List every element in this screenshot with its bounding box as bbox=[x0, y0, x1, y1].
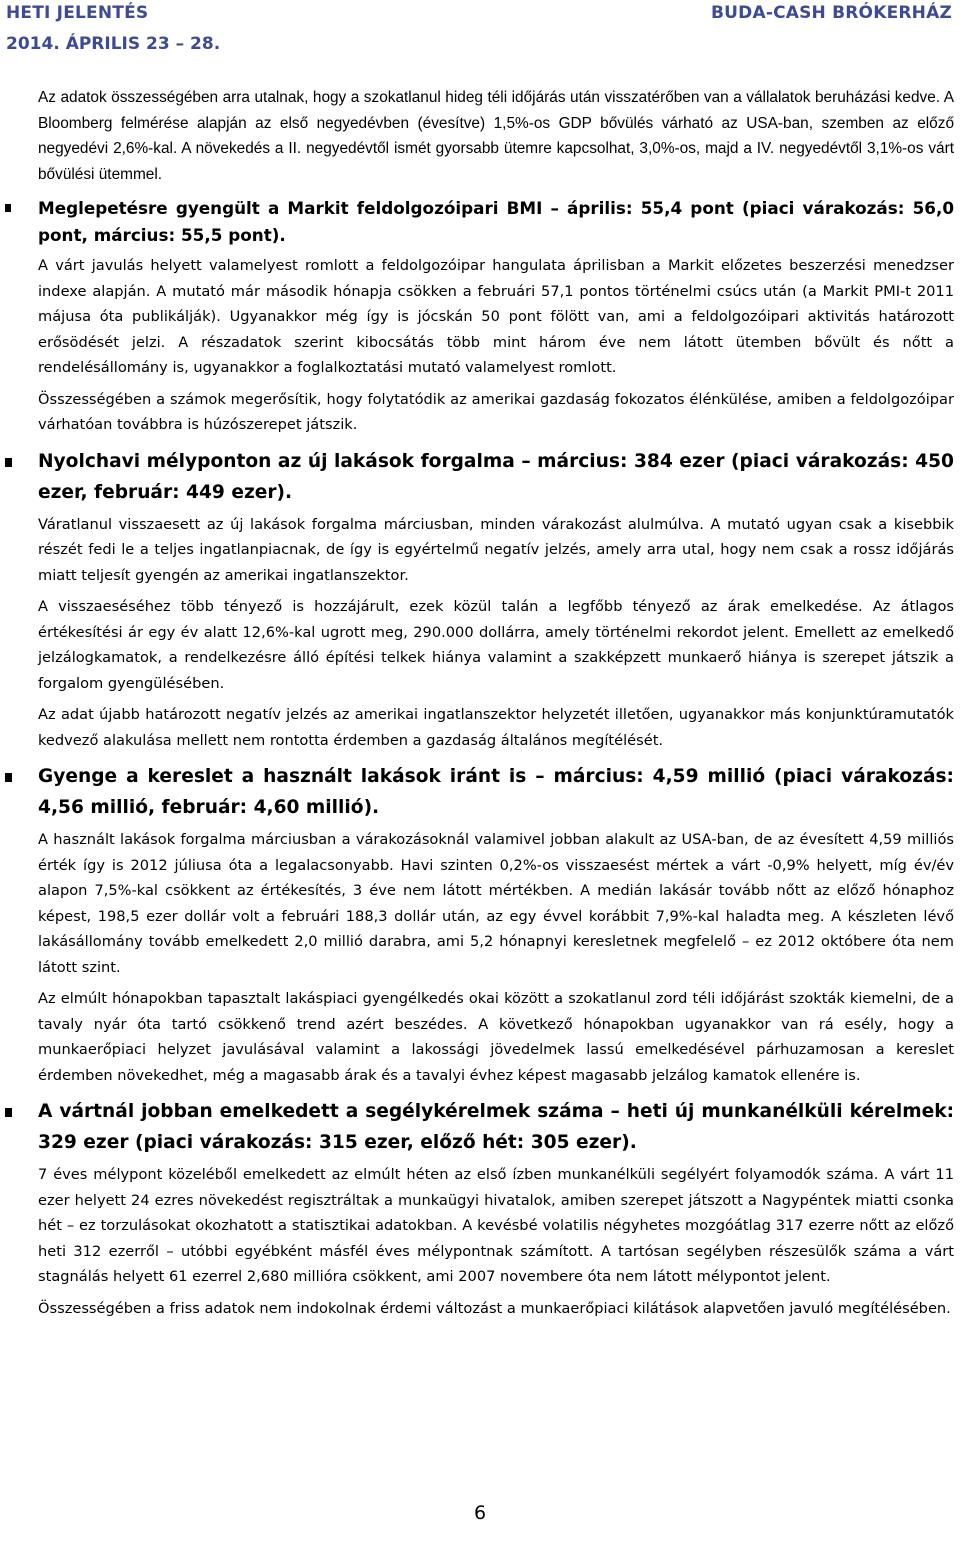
section-markit-pmi bbox=[38, 195, 954, 438]
section-paragraph: Az elmúlt hónapokban tapasztalt lakáspiaci gyengélkedés okai között a szokatlanul zord téli időjárást szokták kiemelni, de a tavaly nyár óta tartó csökkenő trend azért beszédes. A következő hónapokban ugyanakkor van rá esély, hogy a munkaerőpiaci helyzet javulásával valamint a lakossági jövedelmek lassú emelkedésével párhuzamosan a kereslet érdemben növekedhet, még a magasabb árak és a tavalyi évhez képest magasabb jelzálog kamatok ellenére is. bbox=[38, 990, 954, 1084]
report-title: HETI JELENTÉS bbox=[6, 3, 149, 23]
header-divider bbox=[0, 60, 960, 61]
section-new-home-sales bbox=[38, 446, 954, 754]
page-header bbox=[0, 0, 960, 56]
bullet-icon bbox=[5, 204, 11, 212]
section-jobless-claims bbox=[38, 1096, 954, 1321]
section-paragraph: A várt javulás helyett valamelyest romlott a feldolgozóipar hangulata áprilisban a Markit előzetes beszerzési menedzser indexe alapján. A mutató már második hónapja csökken a februári 57,1 pontos történelmi csúcs után (a Markit PMI-t 2011 májusa óta publikálják). Ugyanakkor még így is jócskán 50 pont fölött van, ami a feldolgozóipari aktivitás határozott erősödését jelzi. A részadatok szerint kibocsátás több mint három éve nem látott ütemben bővült és nőtt a rendelésállomány is, ugyanakkor a foglalkoztatási mutató valamelyest romlott. bbox=[38, 257, 954, 376]
company-name: BUDA-CASH BRÓKERHÁZ bbox=[711, 3, 952, 23]
section-paragraph: A használt lakások forgalma márciusban a várakozásoknál valamivel jobban alakult az USA-ban, de az évesített 4,59 milliós érték így is 2012 júliusa óta a legalacsonyabb. Havi szinten 0,2%-os visszaesést mértek a várt -0,9% helyett, míg év/év alapon 7,5%-kal csökkent az értékesítés, 3 éve nem látott mértékben. A medián lakásár tovább nőtt az előző hónaphoz képest, 198,5 ezer dollár volt a februári 188,3 dollár után, az egy évvel korábbit 7,9%-kal haladta meg. A készleten lévő lakásállomány tovább emelkedett 2,0 millió darabra, ami 5,2 hónapnyi keresletnek megfelelő – ez 2012 októbere óta nem látott szint. bbox=[38, 831, 954, 976]
section-heading: Gyenge a kereslet a használt lakások iránt is – március: 4,59 millió (piaci várakozás: 4,56 millió, február: 4,60 millió). bbox=[38, 766, 954, 818]
section-paragraph: Váratlanul visszaesett az új lakások forgalma márciusban, minden várakozást alulmúlva. A mutató ugyan csak a kisebbik részét fedi le a teljes ingatlanpiacnak, de így is egyértelmű negatív jelzés, amely arra utal, hogy nem csak a rossz időjárás miatt teljesít gyengén az amerikai ingatlanszektor. bbox=[38, 515, 954, 584]
section-paragraph: 7 éves mélypont közeléből emelkedett az elmúlt héten az első ízben munkanélküli segélyért folyamodók száma. A várt 11 ezer helyett 24 ezres növekedést regisztráltak a munkaügyi hivatalok, amiben szerepet játszott a Nagypéntek miatti csonka hét – ez torzulásokat okozhatott a statisztikai adatokban. A kevésbé volatilis négyhetes mozgóátlag 317 ezerre nőtt az előző heti 312 ezerről – utóbbi egyébként másfél éves mélypontnak számított. A tartósan segélyben részesülők száma a várt stagnálás helyett 61 ezerrel 2,680 millióra csökkent, ami 2007 novembere óta nem látott mélypontot jelent. bbox=[38, 1166, 954, 1285]
section-paragraph: A visszaeséséhez több tényező is hozzájárult, ezek közül talán a legfőbb tényező az árak emelkedése. Az átlagos értékesítési ár egy év alatt 12,6%-kal ugrott meg, 290.000 dollárra, amely történelmi rekordot jelent. Emellett az emelkedő jelzálogkamatok, a rendelkezésre álló építési telkek hiánya valamint a szakképzett munkaerő hiánya is szerepet játszik a forgalom gyengülésében. bbox=[38, 598, 954, 692]
report-date: 2014. ÁPRILIS 23 – 28. bbox=[6, 34, 221, 54]
page-number: 6 bbox=[473, 1502, 487, 1524]
bullet-icon bbox=[5, 1108, 12, 1117]
bullet-icon bbox=[5, 458, 12, 467]
section-paragraph: Összességében a számok megerősítik, hogy folytatódik az amerikai gazdaság fokozatos élénkülése, amiben a feldolgozóipar várhatóan továbbra is húzószerepet játszik. bbox=[38, 390, 954, 433]
report-body bbox=[38, 85, 954, 1327]
section-heading: A vártnál jobban emelkedett a segélykérelmek száma – heti új munkanélküli kérelmek: 329 ezer (piaci várakozás: 315 ezer, előző hét: 305 ezer). bbox=[38, 1101, 954, 1153]
bullet-icon bbox=[5, 773, 12, 782]
section-heading: Meglepetésre gyengült a Markit feldolgozóipari BMI – április: 55,4 pont (piaci várakozás: 56,0 pont, március: 55,5 pont). bbox=[38, 198, 954, 245]
section-heading: Nyolchavi mélyponton az új lakások forgalma – március: 384 ezer (piaci várakozás: 450 ezer, február: 449 ezer). bbox=[38, 450, 954, 503]
intro-paragraph: Az adatok összességében arra utalnak, hogy a szokatlanul hideg téli időjárás után visszatérőben van a vállalatok beruházási kedve. A Bloomberg felmérése alapján az első negyedévben (évesítve) 1,5%-os GDP bővülés várható az USA-ban, szemben az előző negyedévi 2,6%-kal. A növekedés a II. negyedévtől ismét gyorsabb ütemre kapcsolhat, 3,0%-os, majd a IV. negyedévtől 3,1%-os várt bővülési ütemmel. bbox=[38, 89, 954, 183]
section-paragraph: Összességében a friss adatok nem indokolnak érdemi változást a munkaerőpiaci kilátások alapvetően javuló megítélésében. bbox=[38, 1299, 951, 1317]
section-paragraph: Az adat újabb határozott negatív jelzés az amerikai ingatlanszektor helyzetét illetően, ugyanakkor más konjunktúramutatók kedvező alakulása mellett nem rontotta érdemben a gazdaság általános megítélését. bbox=[38, 706, 954, 749]
section-existing-home-sales bbox=[38, 761, 954, 1088]
